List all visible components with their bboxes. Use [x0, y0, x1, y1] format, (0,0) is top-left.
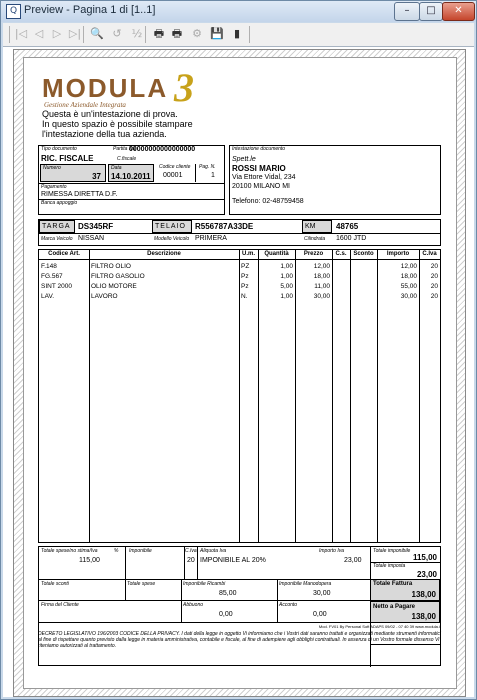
- firma-label: Firma del Cliente: [41, 602, 79, 608]
- table-cell: LAV.: [41, 293, 55, 300]
- targa-label-box: [39, 220, 75, 233]
- maximize-button[interactable]: □: [419, 2, 443, 21]
- rotate-button[interactable]: ↺: [112, 27, 122, 40]
- recipient-box: [229, 145, 441, 215]
- table-cell: FG.567: [41, 273, 63, 280]
- table-cell: 1,00: [280, 263, 293, 270]
- minimize-button[interactable]: –: [394, 2, 420, 21]
- table-cell: 12,00: [400, 263, 417, 270]
- cil-value: 1600 JTD: [336, 235, 367, 242]
- items-table: [38, 249, 441, 543]
- divider: [39, 233, 440, 234]
- tot-imponibile-label: Totale imponibile: [373, 548, 411, 554]
- netto-label: Netto a Pagare: [373, 604, 416, 610]
- fattura-label: Totale Fattura: [373, 581, 413, 587]
- tot-imposta-label: Totale imposta: [373, 563, 406, 569]
- toolbar-separator: [249, 26, 250, 43]
- acconto-label: Acconto: [279, 602, 298, 608]
- spett-text: Spett.le: [232, 156, 256, 163]
- table-row: [39, 283, 440, 293]
- header-line-3: l'intestazione della tua azienda.: [42, 129, 167, 139]
- km-label: KM: [305, 223, 316, 230]
- numero-box: [40, 164, 106, 182]
- tipo-value: RIC. FISCALE: [41, 154, 94, 163]
- divider: [277, 579, 278, 622]
- tot-imposta-value: 23,00: [416, 570, 437, 579]
- cliente-label: Codice cliente: [159, 164, 191, 170]
- logo-text: MODULA: [42, 73, 169, 103]
- cliente-value: 00001: [163, 172, 183, 179]
- logo-digit: 3: [174, 65, 194, 110]
- print-button[interactable]: 🖶: [153, 27, 165, 40]
- table-cell: 20: [430, 293, 438, 300]
- telaio-label: TELAIO: [155, 223, 186, 230]
- table-cell: SINT 2000: [41, 283, 72, 290]
- data-value: 14.10.2011: [111, 172, 151, 181]
- close-button[interactable]: ✕: [442, 2, 475, 21]
- tot-imponibile-value: 115,00: [412, 553, 437, 562]
- targa-value: DS345RF: [78, 222, 114, 231]
- fattura-box: [370, 579, 440, 601]
- table-header-cell: U.m.: [241, 251, 255, 257]
- window-title: Preview - Pagina 1 di [1..1]: [24, 4, 156, 16]
- pagamento-value: RIMESSA DIRETTA D.F.: [41, 191, 118, 198]
- footer-credit: Mod. FV01 By Personal Soft ADAPS 09/02 - 07 40 39 www.modula.it: [318, 624, 441, 629]
- toolbar: [3, 23, 474, 47]
- print-setup-button[interactable]: 🖶: [171, 27, 183, 40]
- row-imposta-value: 23,00: [344, 557, 362, 564]
- header-line-2: In questo spazio è possibile stampare: [42, 119, 193, 129]
- footer-legal: DECRETO LEGISLATIVO 196/2003 CODICE DELLA PRIVACY. I dati della legge in oggetto Vi informiamo che i Vostri dati saranno trattati e organizzati mediante strumenti informatici al fine di rispettare quanto previsto dalla legge in materia amministrativa, contabile e fiscale, al fine di adempiere agli obblighi contrattuali. In assenza di un Vostro formale dissenso Vi riteniamo autorizzati al trattamento.: [38, 631, 441, 649]
- row-aliquota-value: IMPONIBILE AL 20%: [200, 557, 266, 564]
- table-row: [39, 273, 440, 283]
- table-cell: 55,00: [400, 283, 417, 290]
- table-row: [39, 293, 440, 303]
- table-cell: FILTRO OLIO: [91, 263, 131, 270]
- table-header-cell: Prezzo: [303, 251, 324, 257]
- partita-label: Partita Iva: [113, 146, 136, 152]
- table-cell: N.: [241, 293, 248, 300]
- next-page-button[interactable]: ▷: [52, 27, 62, 40]
- prev-page-button[interactable]: ◁: [34, 27, 44, 40]
- preview-canvas[interactable]: [3, 47, 474, 697]
- divider: [125, 579, 126, 600]
- civa-label: C.Iva: [185, 548, 197, 554]
- table-header-cell: Quantità: [264, 251, 289, 257]
- table-cell: 1,00: [280, 273, 293, 280]
- toolbar-separator: [145, 26, 146, 43]
- divider: [195, 164, 196, 182]
- table-header-cell: Sconto: [353, 251, 374, 257]
- table-cell: PZ: [241, 263, 250, 270]
- table-header-cell: Descrizione: [147, 251, 181, 257]
- recipient-label: Intestazione documento: [232, 146, 286, 152]
- row-civa-value: 20: [187, 557, 195, 564]
- row-imponibile-value: 115,00: [79, 557, 100, 564]
- numero-label: Numero: [43, 165, 61, 171]
- title-bar[interactable]: [1, 1, 476, 22]
- targa-label: TARGA: [42, 223, 71, 230]
- toolbar-separator: [9, 26, 10, 43]
- toolbar-separator: [83, 26, 84, 43]
- recipient-address: Via Ettore Vidal, 234: [232, 174, 296, 181]
- page-button[interactable]: ½: [131, 27, 143, 40]
- first-page-button[interactable]: |◁: [14, 27, 28, 40]
- table-cell: 30,00: [313, 293, 330, 300]
- modello-label: Modello Veicolo: [154, 236, 190, 242]
- fattura-value: 138,00: [411, 590, 436, 599]
- table-cell: 18,00: [313, 273, 330, 280]
- data-box: [108, 164, 154, 182]
- partita-value: 00000000000000000: [129, 146, 196, 153]
- cil-label: Cilindrata: [304, 236, 326, 242]
- table-row: [39, 263, 440, 273]
- table-cell: 20: [430, 283, 438, 290]
- export-button[interactable]: ⚙: [192, 27, 202, 40]
- km-label-box: [302, 220, 332, 233]
- abbuono-label: Abbuono: [183, 602, 204, 608]
- imposta-label: Importo Iva: [319, 548, 345, 554]
- ricambi-value: 85,00: [219, 590, 237, 597]
- banca-label: Banca appoggio: [41, 200, 78, 206]
- magnifier-icon: Q: [6, 4, 21, 19]
- netto-box: [370, 601, 440, 623]
- table-cell: F.148: [41, 263, 57, 270]
- divider: [181, 579, 182, 622]
- table-cell: LAVORO: [91, 293, 118, 300]
- cf-label: C.fiscale: [117, 156, 137, 162]
- table-cell: 20: [430, 263, 438, 270]
- pag-value: 1: [211, 172, 215, 179]
- last-page-button[interactable]: ▷|: [68, 27, 82, 40]
- sconti-label: Totale sconti: [41, 581, 69, 587]
- table-cell: 1,00: [280, 293, 293, 300]
- abbuono-value: 0,00: [219, 611, 233, 618]
- pag-label: Pag. N.: [199, 164, 216, 170]
- divider: [197, 547, 198, 579]
- marca-label: Marca Veicolo: [41, 236, 73, 242]
- table-header-cell: Codice Art.: [48, 251, 80, 257]
- table-header-cell: C.s.: [335, 251, 347, 257]
- vehicle-box: [38, 219, 441, 246]
- ricambi-label: Imponibile Ricambi: [183, 581, 226, 587]
- divider: [125, 547, 126, 579]
- aliquota-label: Aliquota Iva: [200, 548, 227, 554]
- save-button[interactable]: 💾: [210, 27, 224, 40]
- header-line-1: Questa è un'intestazione di prova.: [42, 109, 178, 119]
- zoom-button[interactable]: 🔍: [90, 27, 104, 40]
- telaio-value: R556787A33DE: [195, 222, 254, 231]
- recipient-phone: Telefono: 02-48759458: [232, 198, 304, 205]
- recipient-name: ROSSI MARIO: [232, 164, 286, 173]
- logo-subtitle: Gestione Aziendale Integrata: [44, 101, 126, 109]
- table-cell: 20: [430, 273, 438, 280]
- pagamento-label: Pagamento: [41, 184, 67, 190]
- tot-spese-label: Totale spese/no stima/Iva: [41, 548, 98, 554]
- recipient-city: 20100 MILANO MI: [232, 183, 290, 190]
- km-value: 48765: [336, 222, 359, 231]
- table-cell: Pz: [241, 283, 249, 290]
- table-cell: Pz: [241, 273, 249, 280]
- document-page: [23, 57, 457, 689]
- acconto-value: 0,00: [313, 611, 327, 618]
- data-label: Data: [111, 165, 122, 171]
- table-cell: OLIO MOTORE: [91, 283, 137, 290]
- manodopera-value: 30,00: [313, 590, 331, 597]
- spese-label: Totale spese: [127, 581, 156, 587]
- table-cell: 30,00: [400, 293, 417, 300]
- table-cell: FILTRO GASOLIO: [91, 273, 145, 280]
- manodopera-label: Imponibile Manodopera: [279, 581, 332, 587]
- exit-button[interactable]: ▮: [233, 27, 241, 40]
- marca-value: NISSAN: [78, 235, 105, 242]
- perc-label: %: [114, 548, 119, 554]
- table-header-cell: C.Iva: [422, 251, 437, 257]
- telaio-label-box: [152, 220, 192, 233]
- table-cell: 5,00: [280, 283, 293, 290]
- modello-value: PRIMERA: [195, 235, 227, 242]
- numero-value: 37: [92, 172, 101, 181]
- imponibile-label: Imponibile: [129, 548, 152, 554]
- table-header-cell: Importo: [386, 251, 410, 257]
- tipo-label: Tipo documento: [41, 146, 77, 152]
- doc-info-box: [38, 145, 225, 215]
- table-cell: 12,00: [313, 263, 330, 270]
- netto-value: 138,00: [411, 612, 436, 621]
- table-cell: 18,00: [400, 273, 417, 280]
- table-cell: 11,00: [314, 283, 330, 290]
